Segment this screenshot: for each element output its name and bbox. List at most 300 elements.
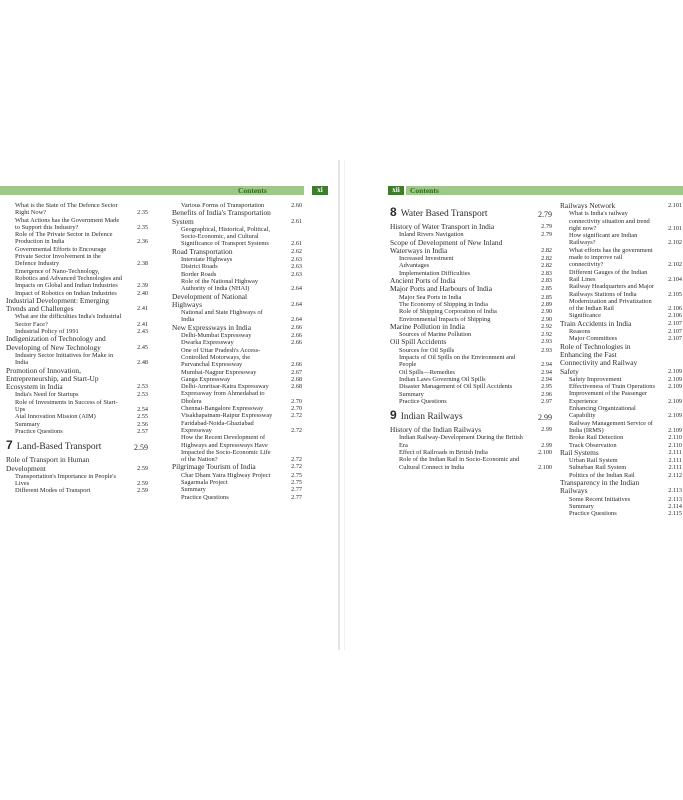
toc-subsection-entry [390, 301, 552, 308]
entry-page-number: 2.101 [668, 224, 682, 232]
entry-page-number: 2.56 [137, 420, 148, 428]
entry-title: Dwarka Expressway [181, 339, 234, 347]
entry-page-number: 2.109 [668, 397, 682, 405]
toc-subsection-entry [560, 464, 682, 471]
entry-page-number: 2.99 [538, 413, 552, 423]
toc-section-entry [390, 426, 552, 434]
entry-title: Char Dham Yatra Highway Project [181, 471, 271, 479]
entry-title: Delhi-Mumbai Expressway [181, 332, 252, 340]
entry-title: Track Observation [569, 441, 617, 449]
entry-page-number: 2.79 [541, 231, 552, 239]
entry-title: Land-Based Transport [16, 442, 102, 453]
toc-subsection-entry [6, 391, 148, 398]
entry-page-number: 2.61 [291, 240, 302, 248]
entry-title: Summary [15, 420, 40, 428]
entry-page-number: 2.110 [668, 441, 682, 449]
entry-title: New Expressways in India [172, 322, 252, 332]
entry-title: Ancient Ports of India [390, 276, 456, 286]
entry-page-number: 2.45 [137, 343, 148, 351]
entry-page-number: 2.66 [291, 323, 302, 331]
entry-page-number: 2.99 [541, 426, 552, 434]
entry-title: Practice Questions [181, 493, 229, 501]
toc-subsection-entry [172, 309, 302, 324]
entry-title: Practice Questions [399, 397, 447, 405]
toc-section-entry [390, 285, 552, 293]
entry-title: Sagarmala Project [181, 478, 228, 486]
entry-page-number: 2.82 [541, 246, 552, 254]
toc-subsection-entry [172, 278, 302, 293]
entry-title: Indian Railway-Development During the British Era [399, 434, 523, 449]
book-gutter-shadow [344, 160, 345, 650]
entry-title: Water Based Transport [400, 209, 488, 219]
entry-page-number: 2.79 [538, 210, 552, 219]
entry-title: Road Transportation [172, 246, 233, 256]
toc-section-entry [390, 323, 552, 331]
toc-section-entry [6, 297, 148, 314]
entry-title: Environmental Impacts of Shipping [399, 315, 491, 323]
entry-page-number: 2.75 [291, 471, 302, 479]
left-page [0, 186, 328, 616]
entry-title: Train Accidents in India [560, 318, 632, 328]
entry-title: India's Need for Startups [15, 391, 79, 399]
entry-page-number: 2.68 [291, 383, 302, 391]
toc-subsection-entry [172, 256, 302, 263]
toc-subsection-entry [6, 428, 148, 435]
entry-page-number: 2.53 [137, 391, 148, 399]
entry-title: Implementation Difficulties [399, 269, 471, 277]
entry-title: Safety Improvement [569, 375, 622, 383]
entry-title: Role of Transport in Human Development [6, 455, 90, 473]
toc-subsection-entry [560, 247, 682, 269]
toc-subsection-entry [6, 421, 148, 428]
toc-subsection-entry [560, 269, 682, 284]
entry-title: Transparency in the Indian Railways [560, 477, 640, 496]
entry-title: History of the Indian Railways [390, 425, 482, 435]
entry-page-number: 2.83 [541, 277, 552, 285]
entry-page-number: 2.36 [137, 238, 148, 246]
entry-title: Role of the National Highway Authority of India (NHAI) [181, 277, 259, 293]
entry-title: Inland Rivers Navigation [399, 231, 464, 239]
toc-section-entry [390, 239, 552, 256]
entry-title: What are the difficulties India's Industrial Sector Face? [15, 313, 122, 328]
entry-title: Broke Rail Detection [569, 434, 624, 442]
entry-title: Politics of the Indian Rail [569, 471, 635, 479]
entry-page-number: 2.62 [291, 247, 302, 255]
toc-subsection-entry [172, 226, 302, 248]
toc-subsection-entry [560, 503, 682, 510]
entry-title: What is the State of The Defence Sector Right Now? [15, 202, 118, 217]
header-label: Contents [238, 186, 267, 195]
entry-page-number: 2.35 [137, 223, 148, 231]
entry-page-number: 2.35 [137, 209, 148, 217]
entry-page-number: 2.99 [541, 441, 552, 449]
book-gutter [338, 160, 340, 650]
entry-page-number: 2.67 [291, 368, 302, 376]
entry-title: Chennai-Bangalore Expressway [181, 405, 264, 413]
entry-title: Industrial Policy of 1991 [15, 328, 79, 336]
entry-title: Interstate Highways [181, 256, 233, 264]
entry-page-number: 2.63 [291, 270, 302, 278]
entry-title: Summary [181, 486, 206, 494]
entry-page-number: 2.64 [291, 316, 302, 324]
toc-subsection-entry [560, 496, 682, 503]
toc-subsection-entry [390, 376, 552, 383]
entry-title: Effectiveness of Train Operations [569, 383, 655, 391]
toc-subsection-entry [172, 271, 302, 278]
entry-page-number: 2.89 [541, 300, 552, 308]
entry-page-number: 2.70 [291, 397, 302, 405]
entry-page-number: 2.66 [291, 361, 302, 369]
toc-subsection-entry [390, 262, 552, 269]
entry-title: Pilgrimage Tourism of India [172, 462, 256, 472]
entry-page-number: 2.114 [668, 502, 682, 510]
entry-title: One of Uttar Pradesh's Access-Controlled Motorways, the Purvanchal Expressway [181, 346, 261, 369]
entry-page-number: 2.79 [541, 223, 552, 230]
entry-page-number: 2.72 [291, 463, 302, 471]
entry-page-number: 2.105 [668, 290, 682, 298]
toc-column [560, 202, 682, 517]
entry-page-number: 2.94 [541, 361, 552, 369]
entry-page-number: 2.115 [668, 510, 682, 518]
entry-page-number: 2.54 [137, 406, 148, 414]
entry-page-number: 2.90 [541, 315, 552, 323]
entry-title: What Actions has the Government Made to Support this Industry? [15, 216, 120, 231]
entry-title: Rail Systems [560, 447, 599, 457]
entry-title: The Economy of Shipping in India [399, 300, 488, 308]
entry-title: Mumbai-Nagpur Expressway [181, 368, 257, 376]
toc-subsection-entry [6, 413, 148, 420]
toc-subsection-entry [172, 420, 302, 435]
entry-page-number: 2.111 [668, 457, 682, 465]
toc-subsection-entry [560, 510, 682, 517]
chapter-number: 7 [6, 438, 13, 453]
toc-section-entry [172, 463, 302, 471]
entry-title: Atal Innovation Mission (AIM) [15, 413, 96, 421]
entry-title: Effect of Railroads in British India [399, 449, 488, 457]
entry-title: Indigenization of Technology and Developing of New Technology [6, 334, 106, 352]
entry-title: What efforts has the government made to improve rail connectivity? [569, 246, 653, 269]
toc-subsection-entry [560, 376, 682, 383]
entry-title: Scope of Development of New Inland Waterways in India [390, 237, 503, 255]
entry-page-number: 2.113 [668, 495, 682, 503]
entry-page-number: 2.92 [541, 322, 552, 330]
entry-title: Impacts of Oil Spills on the Environment and People [399, 354, 516, 369]
entry-title: Major Sea Ports in India [399, 293, 462, 301]
toc-subsection-entry [172, 263, 302, 270]
entry-page-number: 2.59 [134, 443, 148, 453]
entry-page-number: 2.109 [668, 412, 682, 420]
entry-page-number: 2.82 [541, 255, 552, 263]
entry-title: Some Recent Initiatives [569, 495, 631, 503]
entry-page-number: 2.63 [291, 256, 302, 264]
toc-subsection-entry [172, 383, 302, 390]
entry-title: Summary [569, 502, 594, 510]
entry-title: Suburban Rail System [569, 464, 627, 472]
toc-subsection-entry [560, 298, 682, 313]
toc-subsection-entry [560, 405, 682, 420]
toc-subsection-entry [390, 383, 552, 390]
toc-subsection-entry [172, 405, 302, 412]
toc-subsection-entry [390, 255, 552, 262]
toc-subsection-entry [560, 420, 682, 435]
entry-page-number: 2.64 [291, 285, 302, 293]
toc-section-entry [560, 449, 682, 457]
entry-title: Visakhapatnam-Raipur Expressway [181, 412, 273, 420]
entry-page-number: 2.66 [291, 339, 302, 347]
toc-column [172, 202, 302, 501]
entry-page-number: 2.110 [668, 434, 682, 442]
chapter-number: 8 [390, 205, 397, 219]
toc-subsection-entry [560, 434, 682, 441]
entry-title: Industry Sector Initiatives for Make in India [15, 351, 114, 367]
entry-page-number: 2.41 [137, 320, 148, 328]
entry-title: Practice Questions [15, 427, 63, 435]
entry-title: Marine Pollution in India [390, 321, 465, 331]
entry-title: Transportation's Importance in People's Lives [15, 472, 116, 488]
entry-page-number: 2.109 [668, 426, 682, 434]
entry-title: Various Forms of Transportation [181, 202, 265, 209]
entry-title: Border Roads [181, 270, 217, 278]
page-number: xi [312, 186, 328, 195]
toc-subsection-entry [390, 391, 552, 398]
entry-page-number: 2.100 [538, 449, 552, 457]
entry-title: Modernization and Privatization of the Indian Rail [569, 297, 652, 313]
entry-title: Ganga Expressway [181, 375, 231, 383]
chapter-entry [390, 207, 552, 220]
entry-page-number: 2.75 [291, 478, 302, 486]
entry-title: Role of the Indian Rail in Socio-Economic and Cultural Connect in India [399, 456, 520, 471]
toc-subsection-entry [172, 494, 302, 501]
entry-title: Summary [399, 390, 424, 398]
chapter-entry [6, 440, 148, 453]
toc-subsection-entry [560, 232, 682, 247]
entry-page-number: 2.64 [291, 300, 302, 308]
entry-title: Promotion of Innovation, Entrepreneurship, and Start-Up Ecosystem in India [6, 365, 99, 392]
toc-section-entry [172, 324, 302, 332]
toc-section-entry [560, 320, 682, 328]
entry-page-number: 2.72 [291, 456, 302, 464]
toc-section-entry [390, 223, 552, 231]
entry-page-number: 2.94 [541, 368, 552, 376]
toc-subsection-entry [172, 479, 302, 486]
toc-subsection-entry [390, 434, 552, 449]
chapter-entry [390, 410, 552, 423]
entry-title: Oil Spills—Remedies [399, 368, 455, 376]
toc-subsection-entry [172, 486, 302, 493]
entry-page-number: 2.43 [137, 328, 148, 336]
entry-page-number: 2.102 [668, 261, 682, 269]
entry-title: Sources of Marine Pollution [399, 331, 472, 339]
toc-section-entry [172, 293, 302, 310]
entry-title: Reasons [569, 328, 591, 336]
entry-page-number: 2.107 [668, 335, 682, 343]
entry-page-number: 2.53 [137, 383, 148, 391]
entry-page-number: 2.83 [541, 269, 552, 277]
entry-page-number: 2.111 [668, 464, 682, 472]
header-label: Contents [410, 186, 439, 195]
toc-subsection-entry [390, 369, 552, 376]
entry-title: Faridabad-Noida-Ghaziabad Expressway [181, 419, 254, 434]
toc-section-entry [560, 479, 682, 496]
entry-title: Delhi-Amritsar-Katra Expressway [181, 383, 269, 391]
entry-page-number: 2.94 [541, 375, 552, 383]
entry-title: National and State Highways of India [181, 309, 263, 324]
entry-page-number: 2.106 [668, 305, 682, 313]
entry-page-number: 2.55 [137, 413, 148, 421]
toc-subsection-entry [560, 283, 682, 298]
entry-page-number: 2.63 [291, 263, 302, 271]
entry-page-number: 2.72 [291, 426, 302, 434]
entry-page-number: 2.70 [291, 405, 302, 413]
entry-page-number: 2.106 [668, 312, 682, 320]
toc-subsection-entry [560, 210, 682, 232]
entry-title: Improvement of the Passenger Experience [569, 390, 647, 405]
entry-page-number: 2.77 [291, 486, 302, 494]
entry-page-number: 2.109 [668, 375, 682, 383]
entry-page-number: 2.92 [541, 331, 552, 339]
entry-page-number: 2.112 [668, 471, 682, 479]
entry-page-number: 2.38 [137, 260, 148, 268]
entry-page-number: 2.61 [291, 217, 302, 225]
right-page [352, 186, 683, 616]
entry-page-number: 2.57 [137, 427, 148, 435]
entry-title: Advantages [399, 262, 430, 270]
entry-title: Expressway from Ahmedabad to Dholera [181, 390, 265, 405]
toc-section-entry [172, 248, 302, 256]
entry-title: Emergence of Nano-Technology, Robotics and Advanced Technologies and Impacts on Global and Indian Industries [15, 267, 122, 290]
entry-title: Disaster Management of Oil Spill Accidents [399, 383, 513, 391]
entry-title: Role of Technologies in Enhancing the Fast Connectivity and Railway Safety [560, 341, 638, 376]
entry-page-number: 2.85 [541, 285, 552, 293]
toc-subsection-entry [172, 369, 302, 376]
entry-page-number: 2.93 [541, 346, 552, 354]
entry-title: Practice Questions [569, 510, 617, 518]
toc-subsection-entry [6, 473, 148, 488]
toc-section-entry [6, 367, 148, 392]
entry-page-number: 2.59 [137, 487, 148, 495]
entry-page-number: 2.85 [541, 293, 552, 301]
entry-page-number: 2.111 [668, 448, 682, 456]
toc-subsection-entry [6, 399, 148, 414]
entry-title: Significance [569, 312, 601, 320]
entry-title: Role of Investments in Success of Start-Ups [15, 398, 118, 414]
entry-title: Major Ports and Harbours of India [390, 284, 493, 294]
entry-title: Role of Shipping Corporation of India [399, 308, 497, 316]
entry-title: Governmental Efforts to Encourage Private Sector Involvement in the Defence Industry [15, 245, 107, 268]
entry-title: Railway Management Service of India (IRMS) [569, 419, 653, 434]
entry-page-number: 2.93 [541, 338, 552, 346]
entry-page-number: 2.82 [541, 262, 552, 270]
entry-page-number: 2.107 [668, 319, 682, 327]
entry-page-number: 2.40 [137, 289, 148, 297]
toc-subsection-entry [172, 390, 302, 405]
header-band [406, 186, 683, 195]
entry-page-number: 2.59 [137, 480, 148, 488]
entry-title: Major Committees [569, 335, 618, 343]
entry-page-number: 2.41 [137, 305, 148, 313]
toc-subsection-entry [390, 449, 552, 456]
entry-title: How the Recent Development of Highways and Expressways Have Impacted the Socio-Economic Life of the Nation? [181, 434, 271, 464]
toc-subsection-entry [560, 383, 682, 390]
toc-section-entry [390, 338, 552, 346]
toc-subsection-entry [6, 313, 148, 328]
toc-subsection-entry [172, 376, 302, 383]
entry-page-number: 2.101 [668, 202, 682, 209]
entry-title: Geographical, Historical, Political, Socio-Economic, and Cultural Significance of Transport Systems [181, 225, 270, 248]
toc-section-entry [172, 209, 302, 226]
entry-title: Benefits of India's Transportation System [172, 208, 271, 226]
entry-page-number: 2.104 [668, 275, 682, 283]
toc-section-entry [6, 335, 148, 352]
entry-title: Urban Rail System [569, 457, 618, 465]
toc-subsection-entry [560, 328, 682, 335]
entry-title: What is India's railway connectivity situation and trend right now? [569, 210, 650, 232]
entry-title: Development of National Highways [172, 291, 248, 309]
entry-page-number: 2.39 [137, 282, 148, 290]
toc-section-entry [560, 343, 682, 376]
entry-title: Increased Investment [399, 255, 454, 263]
entry-title: Sources for Oil Spills [399, 346, 455, 354]
toc-section-entry [560, 202, 682, 210]
toc-subsection-entry [6, 231, 148, 246]
entry-title: Oil Spill Accidents [390, 337, 447, 347]
toc-subsection-entry [172, 332, 302, 339]
toc-column [6, 202, 148, 495]
toc-subsection-entry [172, 347, 302, 369]
toc-subsection-entry [6, 352, 148, 367]
entry-page-number: 2.97 [541, 397, 552, 405]
entry-title: Different Gauges of the Indian Rail Lines [569, 268, 648, 283]
toc-subsection-entry [6, 217, 148, 232]
entry-title: Industrial Development: Emerging Trends and Challenges [6, 295, 109, 314]
chapter-number: 9 [390, 408, 397, 423]
toc-section-entry [6, 456, 148, 473]
entry-page-number: 2.109 [668, 383, 682, 391]
entry-page-number: 2.66 [291, 332, 302, 340]
toc-subsection-entry [6, 487, 148, 494]
entry-page-number: 2.48 [137, 359, 148, 367]
toc-subsection-entry [172, 472, 302, 479]
toc-subsection-entry [390, 294, 552, 301]
toc-subsection-entry [390, 347, 552, 354]
entry-page-number: 2.77 [291, 493, 302, 501]
entry-title: District Roads [181, 263, 218, 271]
toc-subsection-entry [390, 456, 552, 471]
toc-subsection-entry [172, 339, 302, 346]
toc-subsection-entry [6, 202, 148, 217]
toc-subsection-entry [390, 308, 552, 315]
entry-page-number: 2.102 [668, 239, 682, 247]
toc-subsection-entry [172, 434, 302, 463]
entry-page-number: 2.113 [668, 487, 682, 495]
toc-column [390, 202, 552, 471]
entry-page-number: 2.90 [541, 308, 552, 316]
toc-subsection-entry [172, 412, 302, 419]
entry-page-number: 2.109 [668, 367, 682, 375]
entry-page-number: 2.100 [538, 463, 552, 471]
entry-page-number: 2.95 [541, 383, 552, 391]
entry-page-number: 2.107 [668, 328, 682, 336]
entry-page-number: 2.72 [291, 412, 302, 420]
toc-subsection-entry [560, 457, 682, 464]
toc-subsection-entry [6, 246, 148, 268]
entry-page-number: 2.59 [137, 464, 148, 472]
page-number: xii [388, 186, 404, 195]
toc-subsection-entry [6, 268, 148, 290]
entry-title: Indian Laws Governing Oil Spills [399, 375, 486, 383]
toc-subsection-entry [390, 398, 552, 405]
entry-page-number: 2.68 [291, 375, 302, 383]
